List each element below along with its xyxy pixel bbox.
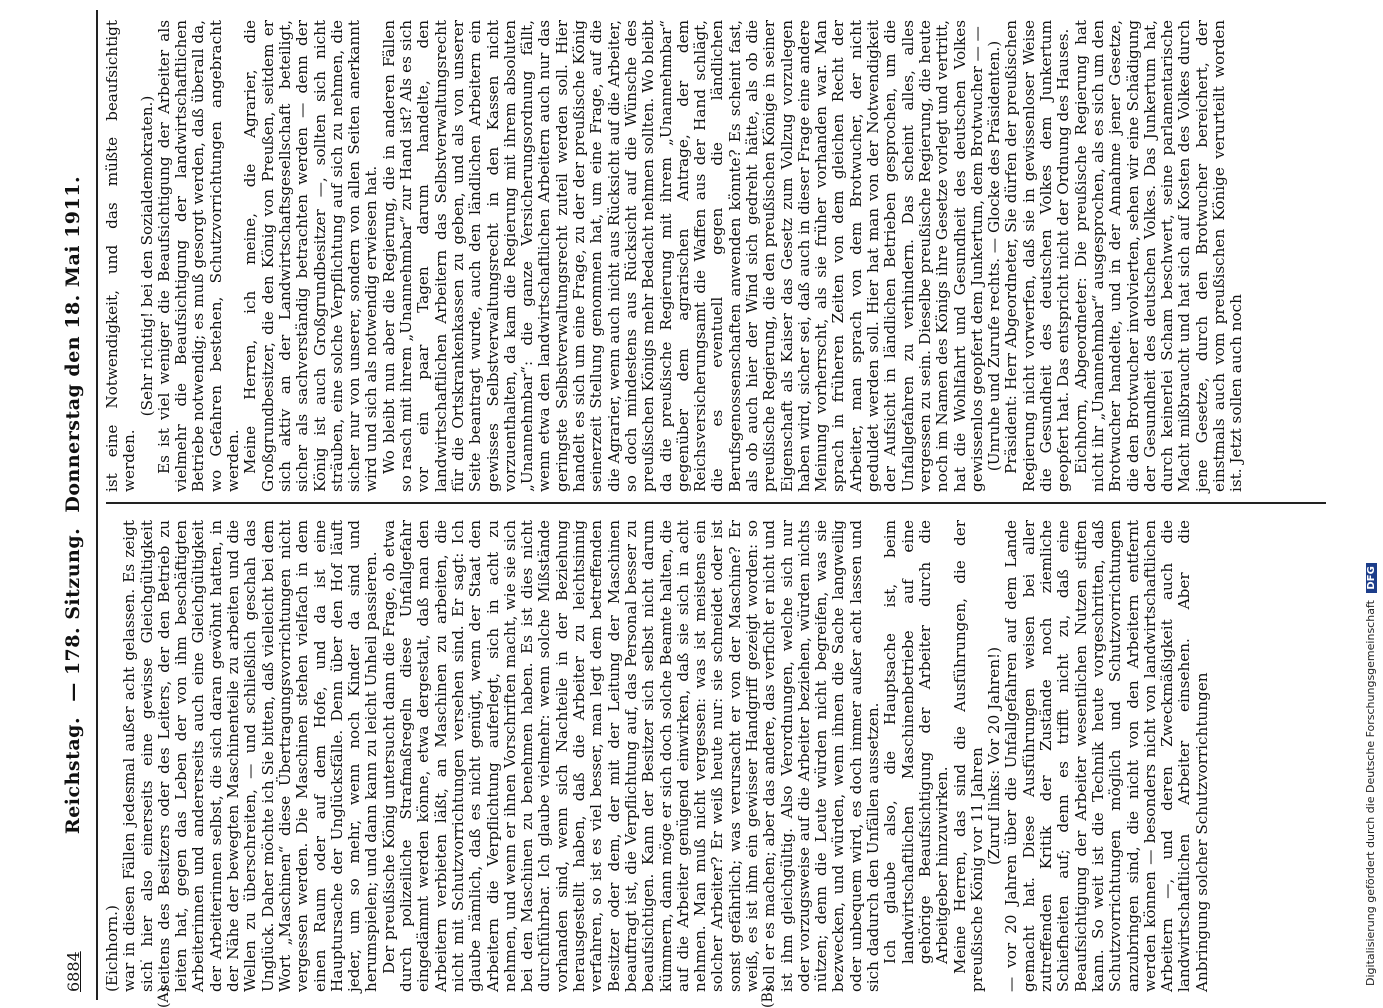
paragraph: Der preußische König untersucht dann die Frage, ob etwa durch polizeiliche Strafmaßregeln diese Unfallgefahr eingedämmt werden könne, etwa dergestalt, daß man den Arbeitern verbieten läßt, an Maschinen zu arbeiten, die nicht mit Schutzvorrichtungen versehen sind. Er sagt: Ich glaube nämlich, daß es nicht genügt, wenn der Staat den Arbeitern die Verpflichtung auferlegt, sich in acht zu nehmen, und wenn er ihnen Vorschriften macht, wie sie sich bei den Maschinen zu benehmen haben. Es ist dies nicht durchführbar. Ich glaube vielmehr: wenn solche Mißstände vorhanden sind, wenn sich Nachteile in der Beziehung herausgestellt haben, daß die Arbeiter zu leichtsinnig verfahren, so ist es viel besser, man legt dem betreffenden Besitzer oder dem, der mit der Leitung der Maschinen beauftragt ist, die Verpflichtung auf, das Personal besser zu beaufsichtigen. Kann der Besitzer sich selbst nicht darum kümmern, dann möge er sich doch solche Beamte halten, die auf die Arbeiter genügend einwirken, daß sie sich in acht nehmen. Man muß nicht vergessen: was ist meistens ein solcher Arbeiter? Er weiß heute nur: sie schneidet oder ist sonst gefährlich; was verursacht er von der Maschine? Er weiß, es ist ihm ein gewisser Handgriff gezeigt worden: so soll er es machen; aber das andere, das verficht er nicht und ist ihm gleichgültig. Also Verordnungen, welche sich nur oder vorzugsweise auf die Arbeiter beziehen, würden nichts nützen; denn die Leute würden nicht begreifen, was sie bezwecken, und würden, wenn ihnen die Sache langweilig oder unbequem wird, es doch immer außer acht lassen und sich dadurch den Unfällen aussetzen. [379, 520, 883, 992]
paragraph: Es ist viel weniger die Beaufsichtigung der Arbeiter als vielmehr die Beaufsichtigung der landwirtschaftlichen Betriebe notwendig; es muß gesorgt werden, daß überall da, wo Gefahren bestehen, Schutzvorrichtungen angebracht werden. [154, 20, 243, 492]
president-remark: Präsident: Herr Abgeordneter, Sie dürfen der preußischen Regierung nicht vorwerfen, daß sie in gewissenloser Weise die Gesundheit des deutschen Volkes dem Junkertum geopfert hat. Das entspricht nicht der Ordnung des Hauses. [1002, 20, 1073, 492]
paragraph: war in diesen Fällen jedesmal außer acht gelassen. Es zeigt sich hier also einerseits eine gewisse Gleichgültigkeit seitens des Besitzers oder des Leiters, der den Betrieb zu leiten hat, gegen das Leben der von ihm beschäftigten Arbeiterinnen und andererseits auch eine Gleichgültigkeit der Arbeiterinnen selbst, die sich daran gewöhnt hatten, in der Nähe der bewegten Maschinenteile zu arbeiten und die Wellen zu überschreiten, — und schließlich geschah das Unglück. Daher möchte ich Sie bitten, daß vielleicht bei dem Wort „Maschinen“ diese Übertragungsvorrichtungen nicht vergessen werden. Die Maschinen stehen vielfach in dem einen Raum oder auf dem Hofe, und da ist eine Hauptursache der Unglücksfälle. Denn über den Hof läuft jeder, um so mehr, wenn noch Kinder da sind und herumspielen; und dann kann zu leicht Unheil passieren. [120, 520, 381, 992]
rotated-page [48, 0, 1338, 1008]
interjection: (Zuruf links: Vor 20 Jahren!) [985, 646, 1004, 866]
speaker-label: (Eichhorn.) [103, 905, 121, 992]
header-left-title: Reichstag. [62, 716, 84, 835]
digitization-credit [1362, 14, 1380, 986]
header-rule [96, 10, 98, 1000]
page-number: 6884 [64, 951, 83, 992]
header-session: — 178. Sitzung. [62, 527, 84, 702]
paragraph: Ich glaube also, die Hauptsache ist, beim landwirtschaftlichen Maschinenbetriebe auf eine gehörige Beaufsichtigung der Arbeiter durch die Arbeitgeber hinzuwirken. [881, 520, 952, 964]
paragraph: ist eine Notwendigkeit, und das müßte beaufsichtigt werden. [103, 20, 139, 492]
paragraph: — vor 20 Jahren über die Unfallgefahren auf dem Lande gemacht hat. Diese Ausführungen weisen bei aller zutreffenden Kritik der Zustände noch ziemliche Schiefheiten auf; denn es trifft nicht zu, daß eine Beaufsichtigung der Arbeiter wesentlichen Nutzen stiften kann. So weit ist die Technik heute vorgeschritten, daß Schutzvorrichtungen möglich und Schutzvorrichtungen anzubringen sind, die nicht von den Arbeitern entfernt werden können — besonders nicht von landwirtschaftlichen Arbeitern —, und deren Zweckmäßigkeit auch die landwirtschaftlichen Arbeiter einsehen. Aber die Anbringung solcher Schutzvorrichtungen [1002, 520, 1211, 992]
right-column [104, 20, 1246, 492]
column-divider [106, 502, 1326, 504]
margin-letter-b: (B) [760, 986, 776, 1008]
paragraph: Meine Herren, ich meine, die Agrarier, die Großgrundbesitzer, die den König von Preußen, seitdem er sich aktiv an der Landwirtschaftsgesellschaft beteiligt, sicher als sachverständig betrachten werden — denn der König ist auch Großgrundbesitzer —, sollten sich nicht sträuben, eine solche Verpflichtung auf sich zu nehmen, die sicher nur von unserer, sondern von allen Seiten anerkannt wird und sich als notwendig erwiesen hat. [241, 20, 381, 492]
paragraph: Eichhorn, Abgeordneter: Die preußische Regierung hat nicht ihr „Unannehmbar“ ausgesprochen, als es sich um den Brotwucher handelte, und in der Annahme jener Gesetze, die den Brotwucher involvierten, sehen wir eine Schädigung der Gesundheit des deutschen Volkes. Das Junkertum hat, durch keinerlei Scham beschwert, seine parlamentarische Macht mißbraucht und hat sich auf Kosten des Volkes durch jene Gesetze, durch den Brotwucher bereichert, der einstmals auch vom preußischen Könige verurteilt worden ist. Jetzt sollen auch noch [1071, 20, 1246, 492]
header-date: Donnerstag den 18. Mai 1911. [62, 175, 84, 513]
interjection: (Unruhe und Zurufe rechts. — Glocke des Präsidenten.) [985, 40, 1004, 472]
credit-text: Digitalisierung gefördert durch die Deutsche Forschungsgemeinschaft [1364, 600, 1377, 986]
left-column [104, 520, 1211, 992]
dfg-logo: DFG [1366, 563, 1377, 592]
interjection: (Sehr richtig! bei den Sozialdemokraten.) [137, 95, 156, 417]
paragraph: Wo bleibt nun aber die Regierung, die in anderen Fällen so rasch mit ihrem „Unannehmbar“ zur Hand ist? Als es sich vor ein paar Tagen darum handelte, den landwirtschaftlichen Arbeitern das Selbstverwaltungsrecht für die Ortskrankenkassen zu geben, und als von unserer Seite beantragt wurde, auch den ländlichen Arbeitern ein gewisses Selbstverwaltungsrecht in den Kassen nicht vorzuenthalten, da kam die Regierung mit ihrem absoluten „Unannehmbar“: die ganze Versicherungsordnung fällt, wenn etwa den landwirtschaftlichen Arbeitern auch nur das geringste Selbstverwaltungsrecht zuteil werden soll. Hier handelt es sich um eine Frage, zu der der preußische König seinerzeit Stellung genommen hat, um eine Frage, auf die die Agrarier, wenn auch nicht aus Rücksicht auf die Arbeiter, so doch mindestens aus Rücksicht auf die Wünsche des preußischen Königs mehr Bedacht nehmen sollten. Wo bleibt da die preußische Regierung mit ihrem „Unannehmbar“ gegenüber dem agrarischen Antrage, der dem Reichsversicherungsamt die Waffen aus der Hand schlägt, die es eventuell gegen die ländlichen Berufsgenossenschaften anwenden könnte? Es scheint fast, als ob auch hier der Wind sich gedreht hätte, als ob die preußische Regierung, die den preußischen Könige in seiner Eigenschaft als Kaiser das Gesetz zum Vollzug vorzulegen haben wird, sicher sei, daß auch in dieser Frage eine andere Meinung vorherrscht, als sie früher vorhanden war. Man sprach in früheren Zeiten von dem gleichen Recht der Arbeiter, man sprach von dem Brotwucher, der nicht geduldet werden soll. Hier hat man von der Notwendigkeit der Aufsicht in ländlichen Betrieben gesprochen, um die Unfallgefahren zu verhindern. Das scheint alles, alles vergessen zu sein. Dieselbe preußische Regierung, die heute noch im Namen des Königs ihre Gesetze vorlegt und vertritt, hat die Wohlfahrt und Gesundheit des deutschen Volkes gewissenlos geopfert dem Junkertum, dem Brotwucher — — [379, 20, 986, 492]
running-title [62, 10, 84, 1000]
paragraph: Meine Herren, das sind die Ausführungen, die der preußische König vor 11 Jahren [950, 520, 986, 992]
margin-letter-a: (A) [156, 986, 172, 1008]
page-header [62, 10, 92, 1000]
